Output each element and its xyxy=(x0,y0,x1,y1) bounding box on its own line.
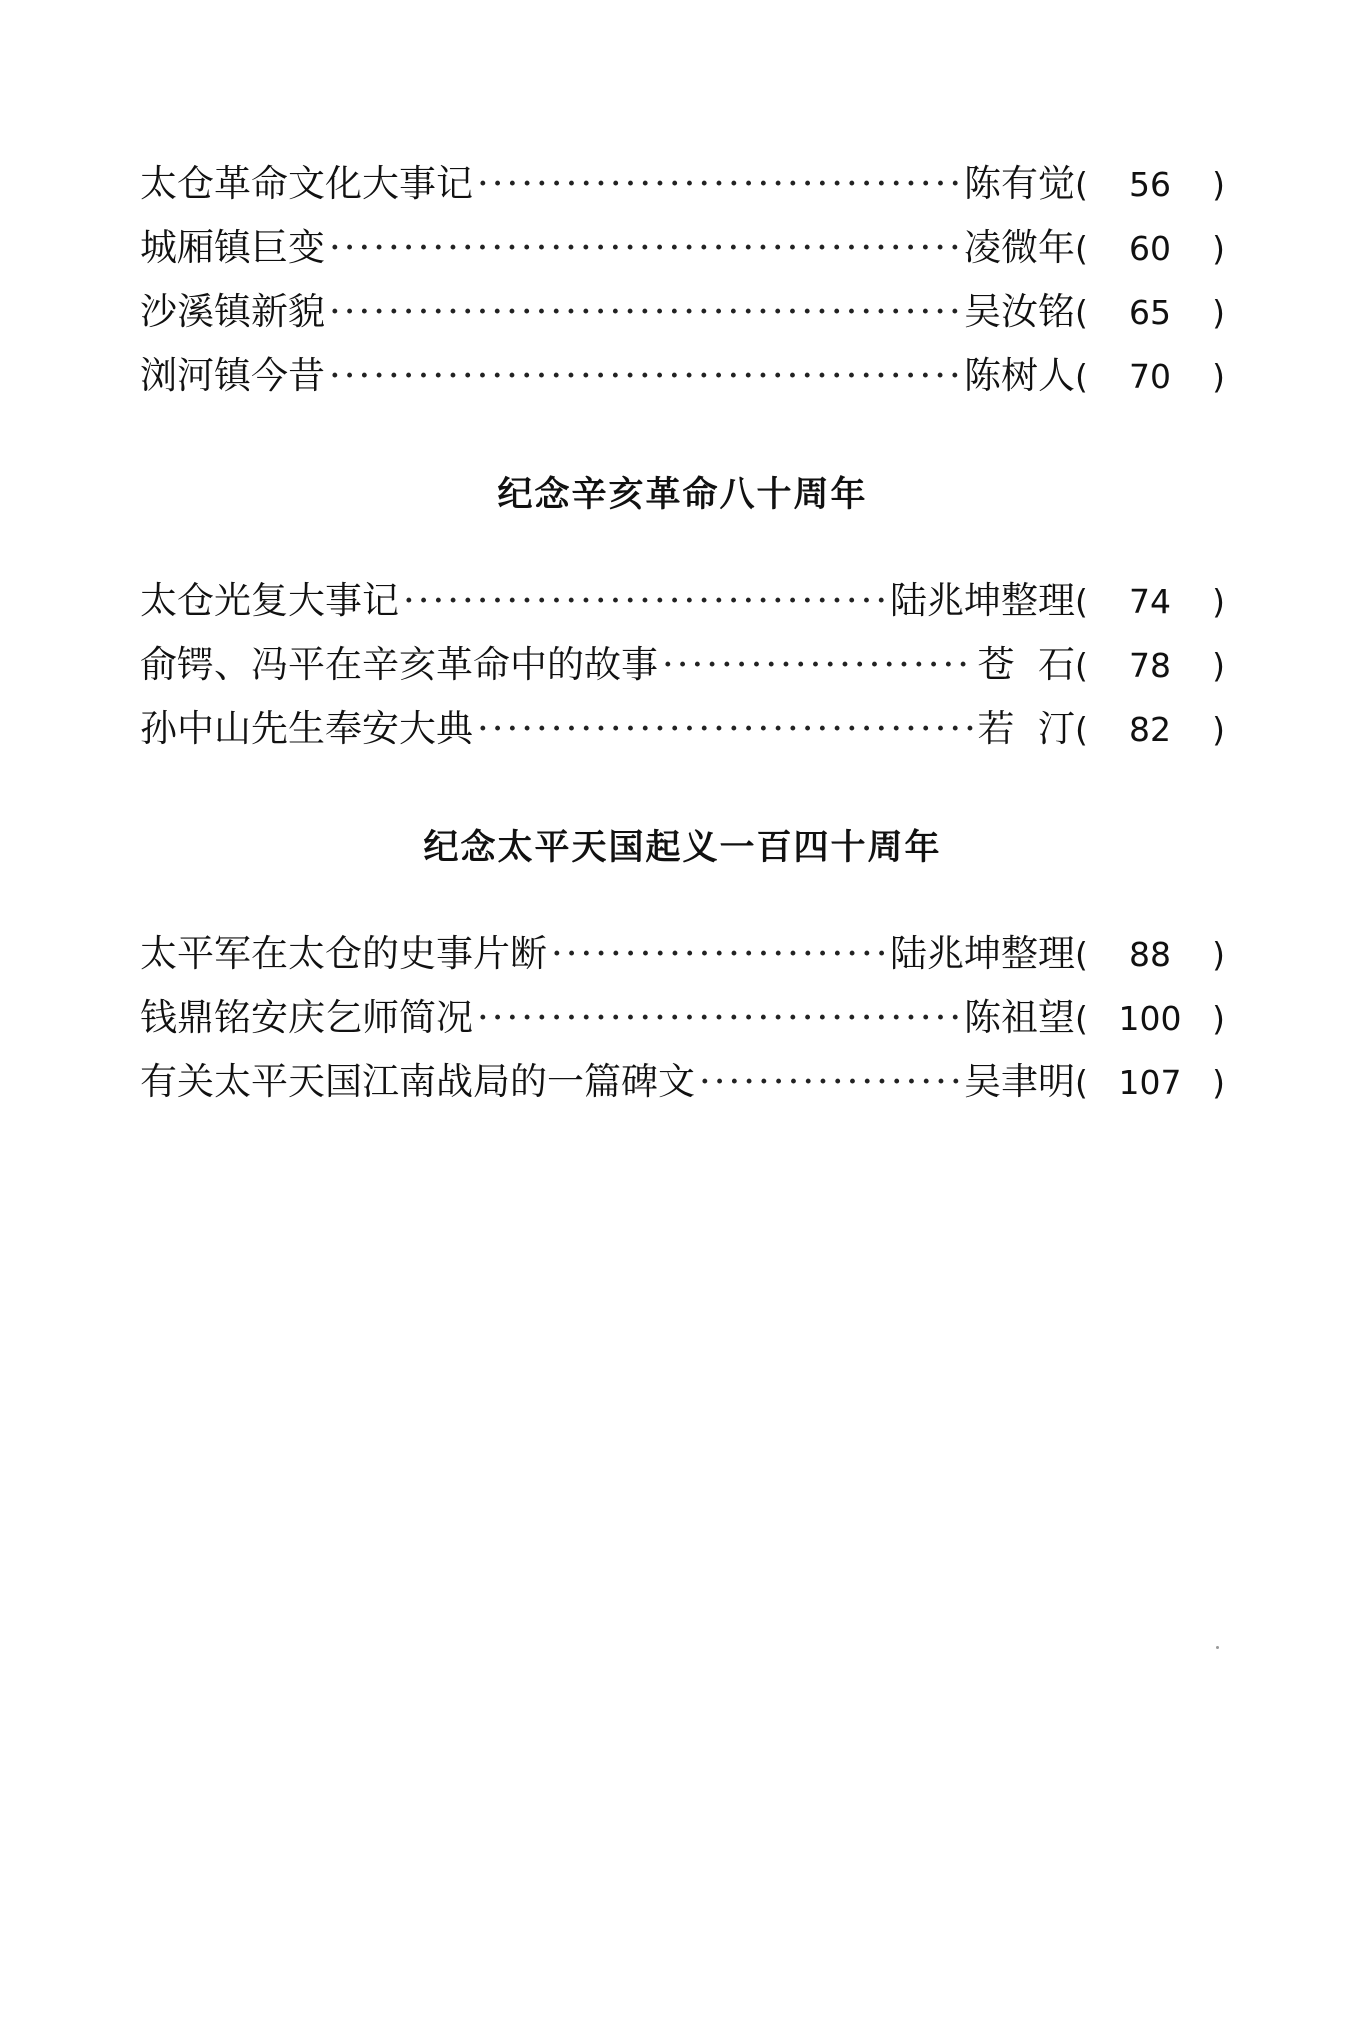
entry-page xyxy=(1075,987,1225,1051)
page-paren-open: ( xyxy=(1075,229,1088,268)
dot-leader xyxy=(403,569,886,633)
page-number: 78 xyxy=(1129,646,1171,685)
page-number: 60 xyxy=(1129,229,1171,268)
toc-entry[interactable] xyxy=(140,922,1225,986)
page-paren-close: ) xyxy=(1212,710,1225,749)
toc-entry[interactable] xyxy=(140,569,1225,633)
entry-author: 陈有觉 xyxy=(964,162,1075,205)
entry-title: 城厢镇巨变 xyxy=(140,226,325,269)
entry-author: 吴汝铭 xyxy=(964,290,1075,333)
entry-page xyxy=(1075,634,1225,698)
page-paren-open: ( xyxy=(1075,582,1088,621)
entry-author: 苍 石 xyxy=(977,643,1075,686)
entry-title: 沙溪镇新貌 xyxy=(140,290,325,333)
entry-title: 有关太平天国江南战局的一篇碑文 xyxy=(140,1060,695,1103)
dot-leader xyxy=(329,216,960,280)
page-number: 74 xyxy=(1129,582,1171,621)
page-number: 70 xyxy=(1129,357,1171,396)
page-paren-close: ) xyxy=(1212,357,1225,396)
scan-speck xyxy=(1216,1646,1219,1649)
page-number: 82 xyxy=(1129,710,1171,749)
spacer xyxy=(140,408,1225,463)
dot-leader xyxy=(477,697,973,761)
entry-author: 陆兆坤整理 xyxy=(890,579,1075,622)
entry-title: 俞锷、冯平在辛亥革命中的故事 xyxy=(140,643,658,686)
toc-entry[interactable] xyxy=(140,216,1225,280)
entry-author: 凌微年 xyxy=(964,226,1075,269)
page-number: 107 xyxy=(1118,1063,1182,1102)
entry-title: 浏河镇今昔 xyxy=(140,354,325,397)
entry-page xyxy=(1075,281,1225,345)
entry-page xyxy=(1075,1051,1225,1115)
toc-entry[interactable] xyxy=(140,633,1225,697)
section-heading: 纪念太平天国起义一百四十周年 xyxy=(423,828,942,868)
toc-entry[interactable] xyxy=(140,280,1225,344)
dot-leader xyxy=(699,1050,960,1114)
page-paren-close: ) xyxy=(1212,646,1225,685)
page-number: 65 xyxy=(1129,293,1171,332)
dot-leader xyxy=(477,986,960,1050)
entry-author: 吴聿明 xyxy=(964,1060,1075,1103)
page-paren-open: ( xyxy=(1075,935,1088,974)
entry-author: 陈树人 xyxy=(964,354,1075,397)
entry-page xyxy=(1075,217,1225,281)
page-paren-open: ( xyxy=(1075,646,1088,685)
spacer xyxy=(140,527,1225,569)
entry-title: 太仓革命文化大事记 xyxy=(140,162,473,205)
page-paren-open: ( xyxy=(1075,165,1088,204)
page-paren-close: ) xyxy=(1212,999,1225,1038)
page-number: 100 xyxy=(1118,999,1182,1038)
toc-entry[interactable] xyxy=(140,1050,1225,1114)
entry-title: 太平军在太仓的史事片断 xyxy=(140,932,547,975)
page-number: 56 xyxy=(1129,165,1171,204)
toc-entry[interactable] xyxy=(140,986,1225,1050)
page-paren-open: ( xyxy=(1075,357,1088,396)
dot-leader xyxy=(477,152,960,216)
page-paren-close: ) xyxy=(1212,1063,1225,1102)
dot-leader xyxy=(329,280,960,344)
page-paren-close: ) xyxy=(1212,229,1225,268)
toc-entry[interactable] xyxy=(140,152,1225,216)
section-heading: 纪念辛亥革命八十周年 xyxy=(497,475,868,515)
page-paren-open: ( xyxy=(1075,999,1088,1038)
entry-author: 陆兆坤整理 xyxy=(890,932,1075,975)
toc-entry[interactable] xyxy=(140,344,1225,408)
entry-page xyxy=(1075,570,1225,634)
entry-page xyxy=(1075,698,1225,762)
dot-leader xyxy=(329,344,960,408)
entry-author: 陈祖望 xyxy=(964,996,1075,1039)
dot-leader xyxy=(662,633,973,697)
page-paren-open: ( xyxy=(1075,293,1088,332)
entry-page xyxy=(1075,923,1225,987)
entry-page xyxy=(1075,153,1225,217)
page-paren-open: ( xyxy=(1075,1063,1088,1102)
entry-title: 孙中山先生奉安大典 xyxy=(140,707,473,750)
entry-title: 太仓光复大事记 xyxy=(140,579,399,622)
spacer xyxy=(140,761,1225,816)
page-paren-close: ) xyxy=(1212,293,1225,332)
page-paren-close: ) xyxy=(1212,582,1225,621)
page-paren-close: ) xyxy=(1212,935,1225,974)
page-number: 88 xyxy=(1129,935,1171,974)
toc-entry[interactable] xyxy=(140,697,1225,761)
dot-leader xyxy=(551,922,886,986)
page-paren-close: ) xyxy=(1212,165,1225,204)
table-of-contents xyxy=(140,152,1225,1114)
entry-title: 钱鼎铭安庆乞师简况 xyxy=(140,996,473,1039)
page-paren-open: ( xyxy=(1075,710,1088,749)
entry-page xyxy=(1075,345,1225,409)
entry-author: 若 汀 xyxy=(977,707,1075,750)
spacer xyxy=(140,880,1225,922)
